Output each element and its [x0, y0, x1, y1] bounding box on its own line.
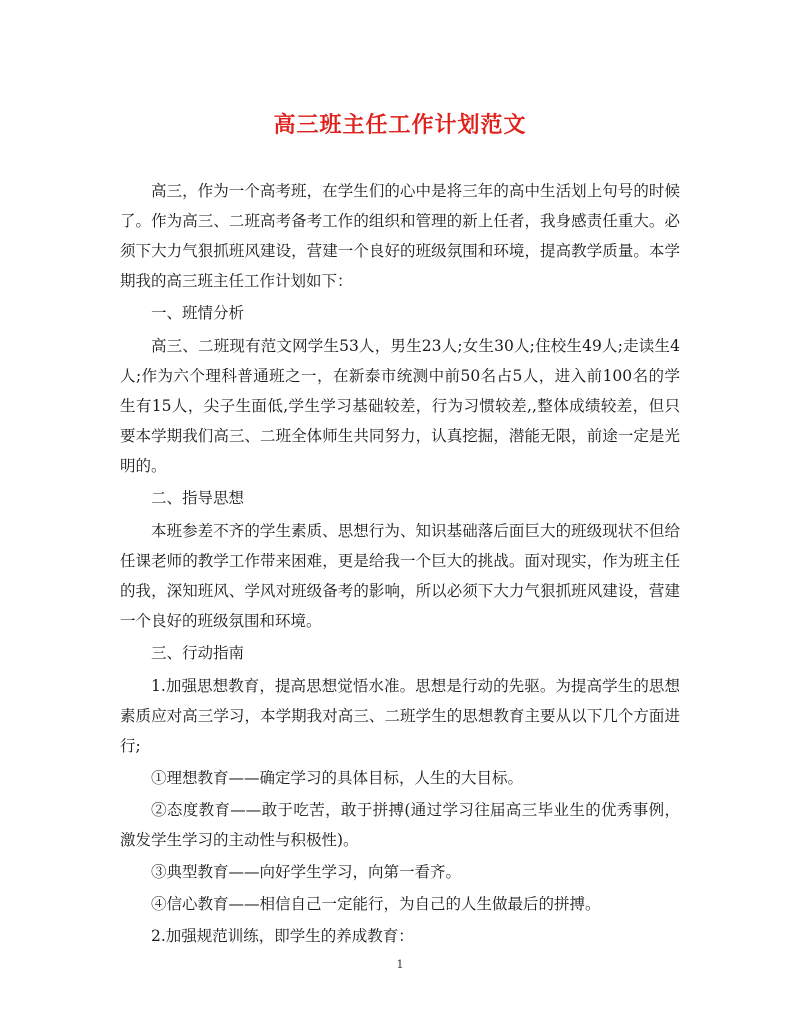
- list-item-model-education: ③典型教育——向好学生学习，向第一看齐。: [151, 863, 462, 881]
- list-item-confidence-education: ④信心教育——相信自己一定能行，为自己的人生做最后的拼搏。: [151, 895, 601, 913]
- paragraph-action-1: 1.加强思想教育，提高思想觉悟水准。思想是行动的先驱。为提高学生的思想素质应对高三学习，本学期我对高三、二班学生的思想教育主要从以下几个方面进行;: [120, 677, 680, 755]
- paragraph-action-2: 2.加强规范训练，即学生的养成教育：: [151, 927, 414, 945]
- page-number: 1: [396, 958, 404, 971]
- paragraph-guiding-thought: 本班参差不齐的学生素质、思想行为、知识基础落后面巨大的班级现状不但给任课老师的教学工作带来困难，更是给我一个巨大的挑战。面对现实，作为班主任的我，深知班风、学风对班级备考的影响，所以必须下大力气狠抓班风建设，营建一个良好的班级氛围和环境。: [120, 522, 680, 630]
- paragraph-intro: 高三，作为一个高考班，在学生们的心中是将三年的高中生活划上句号的时候了。作为高三、二班高考备考工作的组织和管理的新上任者，我身感责任重大。必须下大力气狠抓班风建设，营建一个良好的班级氛围和环境，提高教学质量。本学期我的高三班主任工作计划如下：: [120, 182, 680, 290]
- list-item-attitude-education: ②态度教育——敢于吃苦，敢于拼搏(通过学习往届高三毕业生的优秀事例，激发学生学习的主动性与积极性)。: [120, 801, 680, 849]
- section-heading-action-guide: 三、行动指南: [151, 644, 245, 662]
- list-item-ideal-education: ①理想教育——确定学习的具体目标，人生的大目标。: [151, 769, 524, 787]
- section-heading-guiding-thought: 二、指导思想: [151, 489, 245, 507]
- section-heading-class-analysis: 一、班情分析: [151, 304, 245, 322]
- document-body: [120, 176, 680, 953]
- document-title: 高三班主任工作计划范文: [273, 112, 527, 138]
- paragraph-class-analysis: 高三、二班现有范文网学生53人，男生23人;女生30人;住校生49人;走读生4人;作为六个理科普通班之一，在新泰市统测中前50名占5人，进入前100名的学生有15人，尖子生面低,学生学习基础较差，行为习惯较差,,整体成绩较差，但只要本学期我们高三、二班全体师生共同努力，认真挖掘，潜能无限，前途一定是光明的。: [120, 337, 680, 475]
